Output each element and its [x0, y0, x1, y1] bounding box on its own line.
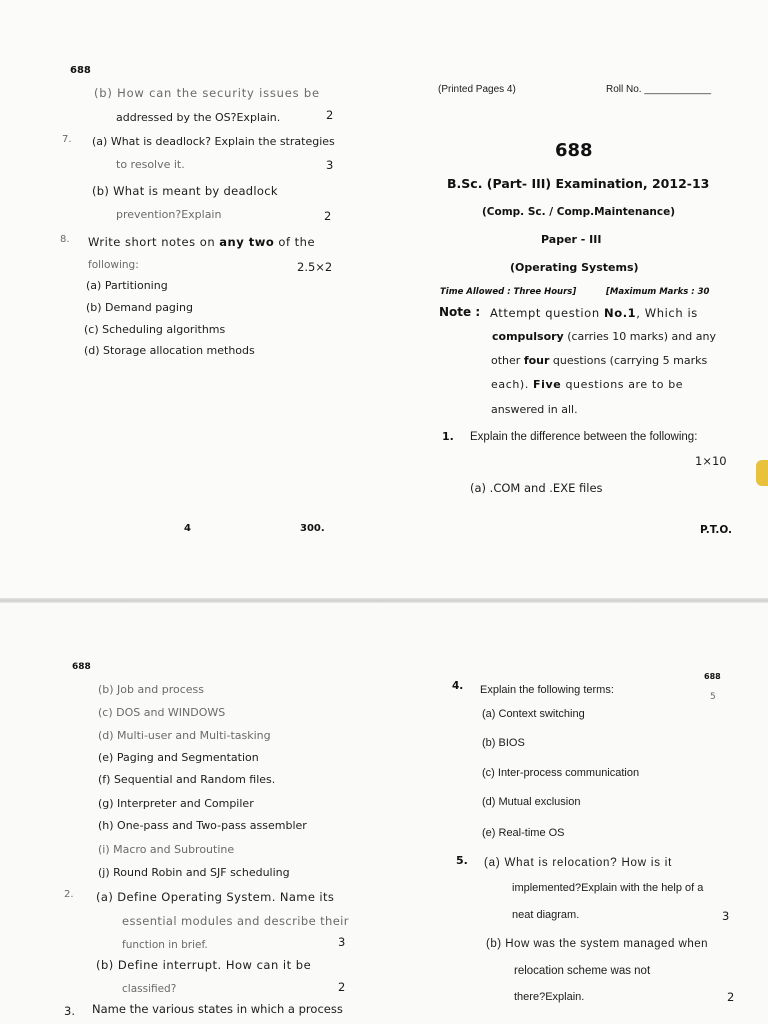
note-text-3c: questions (carrying 5 marks [549, 354, 708, 367]
note-text-c: , Which is [636, 306, 698, 320]
question-2b-marks: 2 [338, 980, 346, 994]
question-7b-line-2: prevention?Explain [116, 208, 222, 221]
question-2b-line-1: (b) Define interrupt. How can it be [96, 958, 312, 972]
note-line-1 [490, 306, 698, 320]
exam-title: B.Sc. (Part- III) Examination, 2012-13 [447, 176, 710, 191]
question-8-line-2: following: [88, 259, 139, 271]
printed-pages: (Printed Pages 4) [438, 84, 516, 95]
question-1-item-e: (e) Paging and Segmentation [98, 751, 259, 764]
question-6b-line-1: (b) How can the security issues be [94, 86, 320, 100]
question-5a-marks: 3 [722, 909, 730, 923]
question-1-marks: 1×10 [695, 454, 727, 468]
note-text-4c: questions are to be [561, 378, 684, 391]
question-1-item-h: (h) One-pass and Two-pass assembler [98, 819, 307, 832]
question-8-marks: 2.5×2 [297, 260, 333, 274]
question-4-item-b: (b) BIOS [482, 737, 525, 749]
question-5b-line-1: (b) How was the system managed when [486, 938, 709, 950]
note-text-a: Attempt question [490, 306, 604, 320]
question-6b-marks: 2 [326, 108, 334, 122]
copies-count: 300. [300, 523, 325, 534]
question-7a-marks: 3 [326, 158, 334, 172]
question-7-number: 7. [62, 134, 72, 145]
roll-number-field: Roll No. ____________ [606, 84, 712, 95]
question-1-item-c: (c) DOS and WINDOWS [98, 706, 226, 719]
note-four: four [523, 354, 550, 367]
page-number: 4 [184, 523, 191, 534]
question-2a-line-3: function in brief. [122, 939, 208, 951]
question-5b-line-2: relocation scheme was not [514, 965, 651, 977]
question-6b-line-2: addressed by the OS?Explain. [116, 111, 281, 124]
question-4-item-a: (a) Context switching [482, 708, 585, 720]
question-4-item-e: (e) Real-time OS [482, 827, 565, 839]
maximum-marks: [Maximum Marks : 30 [606, 287, 710, 297]
page-code: 688 [72, 662, 91, 672]
question-7b-line-1: (b) What is meant by deadlock [92, 184, 278, 198]
question-7b-marks: 2 [324, 209, 332, 223]
note-line-4 [491, 378, 683, 392]
stream-subtitle: (Comp. Sc. / Comp.Maintenance) [482, 206, 676, 218]
question-1-text: Explain the difference between the following: [470, 431, 698, 443]
question-3-number: 3. [64, 1004, 75, 1018]
note-label: Note : [439, 305, 481, 319]
question-1-item-a: (a) .COM and .EXE files [470, 481, 603, 495]
question-8-number: 8. [60, 234, 70, 245]
question-4-text: Explain the following terms: [480, 684, 614, 696]
question-2a-line-2: essential modules and describe their [122, 914, 349, 928]
note-compulsory: compulsory [492, 330, 564, 343]
subject-title: (Operating Systems) [510, 261, 639, 274]
question-5a-line-1: (a) What is relocation? How is it [484, 857, 673, 869]
question-5a-line-2: implemented?Explain with the help of a [512, 882, 704, 894]
question-8-item-d: (d) Storage allocation methods [84, 344, 255, 357]
question-2a-line-1: (a) Define Operating System. Name its [96, 890, 335, 904]
note-five: Five [533, 378, 562, 391]
question-7a-line-2: to resolve it. [116, 158, 185, 171]
paper-number: Paper - III [541, 233, 602, 246]
question-8-text-emphasis: any two [219, 235, 275, 249]
question-8-item-a: (a) Partitioning [86, 279, 168, 292]
question-1-item-i: (i) Macro and Subroutine [98, 843, 235, 856]
note-text-2b: (carries 10 marks) and any [563, 330, 716, 343]
question-1-item-d: (d) Multi-user and Multi-tasking [98, 729, 271, 742]
question-7a-line-1: (a) What is deadlock? Explain the strategies [92, 135, 335, 148]
question-2a-marks: 3 [338, 935, 346, 949]
question-8-item-b: (b) Demand paging [86, 301, 193, 314]
question-5b-marks: 2 [727, 990, 735, 1004]
note-question-ref: No.1 [603, 306, 637, 320]
question-2b-line-2: classified? [122, 983, 177, 995]
question-2-number: 2. [64, 889, 74, 900]
exam-sheet-bottom [0, 603, 768, 1024]
question-8-text-a: Write short notes on [88, 235, 220, 249]
question-3-text: Name the various states in which a process [92, 1002, 343, 1016]
paper-code: 688 [555, 140, 593, 161]
question-5-number: 5. [456, 854, 468, 867]
question-8-item-c: (c) Scheduling algorithms [84, 323, 226, 336]
question-8-text-c: of the [274, 235, 316, 249]
yellow-stain [756, 460, 768, 486]
question-8-line-1 [88, 235, 315, 249]
note-line-2 [492, 330, 716, 344]
question-1-item-b: (b) Job and process [98, 683, 204, 696]
question-1-item-f: (f) Sequential and Random files. [98, 773, 276, 786]
page-number: 5 [710, 692, 716, 702]
page-code: 688 [70, 65, 91, 76]
question-1-item-j: (j) Round Robin and SJF scheduling [98, 866, 290, 879]
question-4-number: 4. [452, 680, 464, 692]
question-4-item-d: (d) Mutual exclusion [482, 796, 581, 808]
question-4-item-c: (c) Inter-process communication [482, 767, 640, 779]
note-text-3a: other [491, 354, 524, 367]
time-allowed: Time Allowed : Three Hours] [440, 287, 577, 297]
note-text-4a: each). [491, 378, 534, 391]
question-5b-line-3: there?Explain. [514, 991, 585, 1003]
question-1-number: 1. [442, 430, 454, 443]
note-line-3 [491, 354, 707, 368]
page-code: 688 [704, 672, 721, 681]
note-line-5: answered in all. [491, 403, 578, 416]
question-1-item-g: (g) Interpreter and Compiler [98, 797, 254, 810]
question-5a-line-3: neat diagram. [512, 909, 580, 921]
please-turn-over: P.T.O. [700, 524, 732, 536]
